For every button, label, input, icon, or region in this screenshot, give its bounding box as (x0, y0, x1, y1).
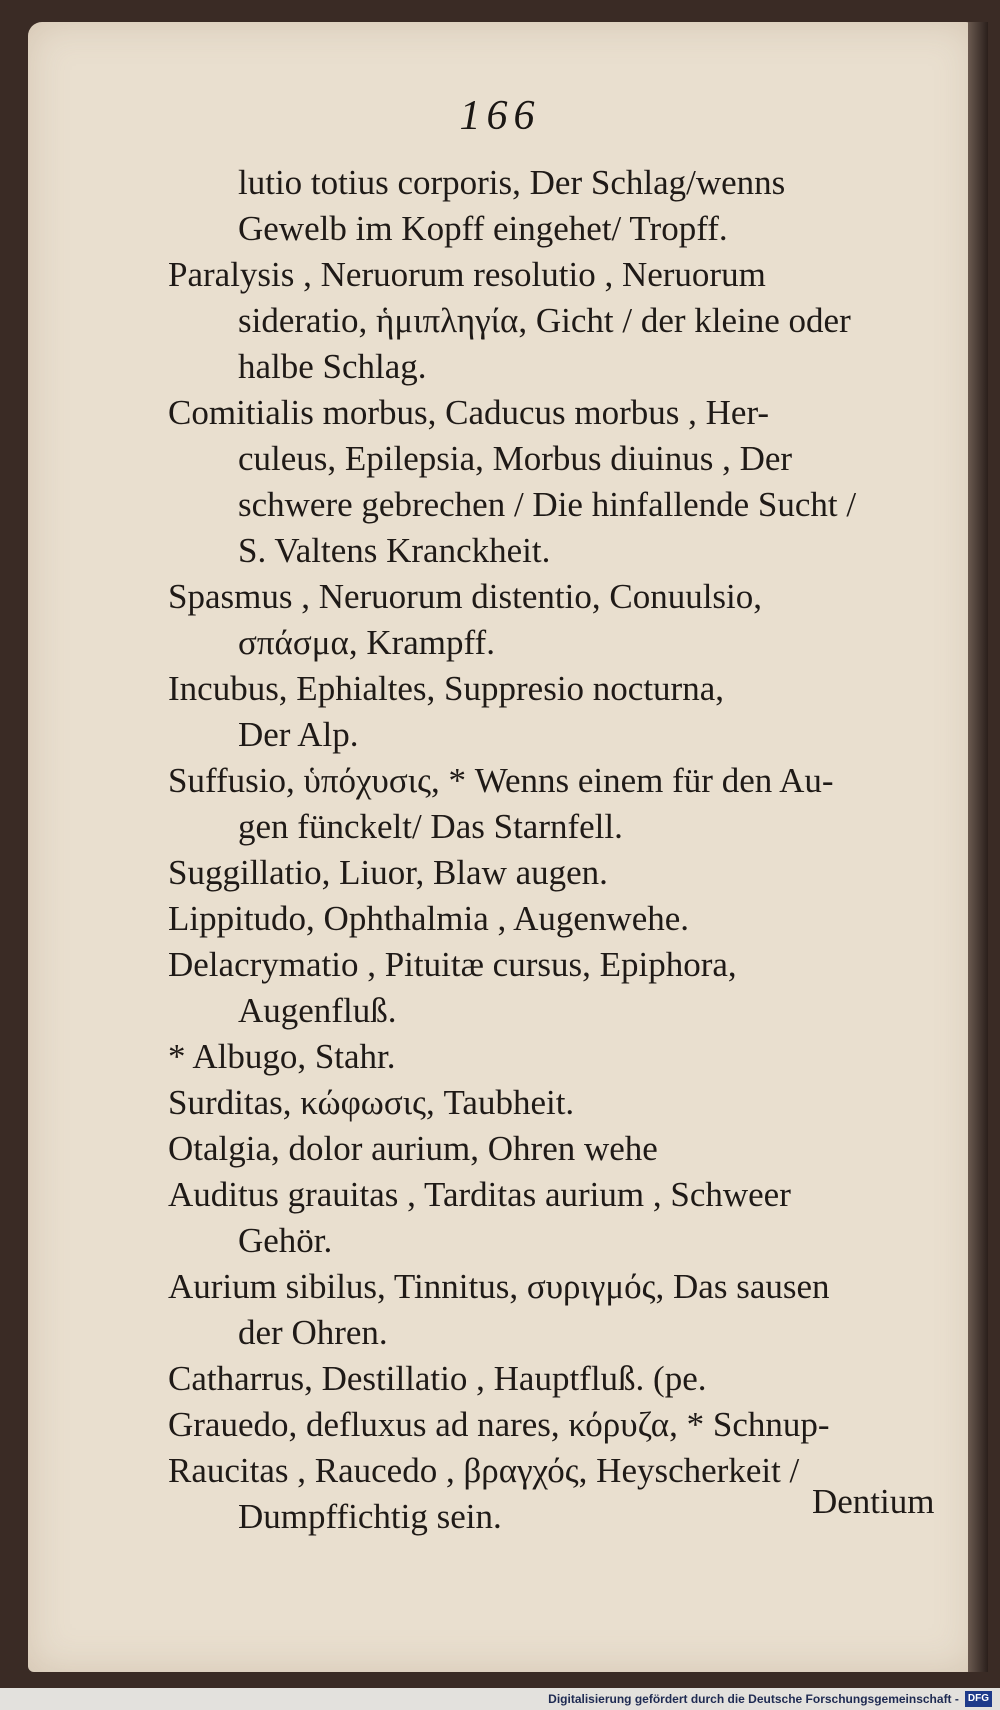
text-line: Augenfluß. (238, 991, 397, 1030)
text-line: S. Valtens Kranckheit. (238, 531, 551, 570)
text-line: gen fünckelt/ Das Starnfell. (238, 807, 623, 846)
text-line: Paralysis , Neruorum resolutio , Neruorum (168, 255, 766, 294)
text-line: Raucitas , Raucedo , βραγχός, Heyscherkeit / (168, 1451, 800, 1490)
dfg-logo: DFG (965, 1691, 992, 1707)
text-line: Der Alp. (238, 715, 359, 754)
text-line: Incubus, Ephialtes, Suppresio nocturna, (168, 669, 725, 708)
text-block (168, 160, 998, 1540)
text-line: Otalgia, dolor aurium, Ohren wehe (168, 1129, 658, 1168)
text-line: halbe Schlag. (238, 347, 427, 386)
text-line: Gehör. (238, 1221, 333, 1260)
text-line: Surditas, κώφωσις, Taubheit. (168, 1083, 575, 1122)
text-line: Aurium sibilus, Tinnitus, συριγμός, Das sausen (168, 1267, 830, 1306)
text-line: Dumpffichtig sein. (238, 1497, 502, 1536)
text-line: Gewelb im Kopff eingehet/ Tropff. (238, 209, 728, 248)
text-line: σπάσμα, Krampff. (238, 623, 495, 662)
text-line: culeus, Epilepsia, Morbus diuinus , Der (238, 439, 793, 478)
text-line: Grauedo, defluxus ad nares, κόρυζα, * Schnup- (168, 1405, 830, 1444)
text-line: Suggillatio, Liuor, Blaw augen. (168, 853, 608, 892)
text-line: sideratio, ἡμιπληγία, Gicht / der kleine oder (238, 301, 851, 340)
text-line: Catharrus, Destillatio , Hauptfluß. (pe. (168, 1359, 707, 1398)
page-number: 166 (459, 93, 541, 139)
text-line: Suffusio, ὑπόχυσις, * Wenns einem für den Au- (168, 761, 834, 800)
footer-credit: Digitalisierung gefördert durch die Deutsche Forschungsgemeinschaft - (548, 1692, 959, 1706)
text-line: * Albugo, Stahr. (168, 1037, 396, 1076)
text-line: Delacrymatio , Pituitæ cursus, Epiphora, (168, 945, 737, 984)
text-line: Auditus grauitas , Tarditas aurium , Schweer (168, 1175, 791, 1214)
text-line: lutio totius corporis, Der Schlag/wenns (238, 163, 786, 202)
text-line: Comitialis morbus, Caducus morbus , Her- (168, 393, 770, 432)
text-line: Lippitudo, Ophthalmia , Augenwehe. (168, 899, 690, 938)
text-line: Spasmus , Neruorum distentio, Conuulsio, (168, 577, 763, 616)
footer-bar (0, 1688, 1000, 1710)
text-line: der Ohren. (238, 1313, 388, 1352)
text-line: schwere gebrechen / Die hinfallende Sucht / (238, 485, 857, 524)
catchword: Dentium (812, 1482, 935, 1521)
